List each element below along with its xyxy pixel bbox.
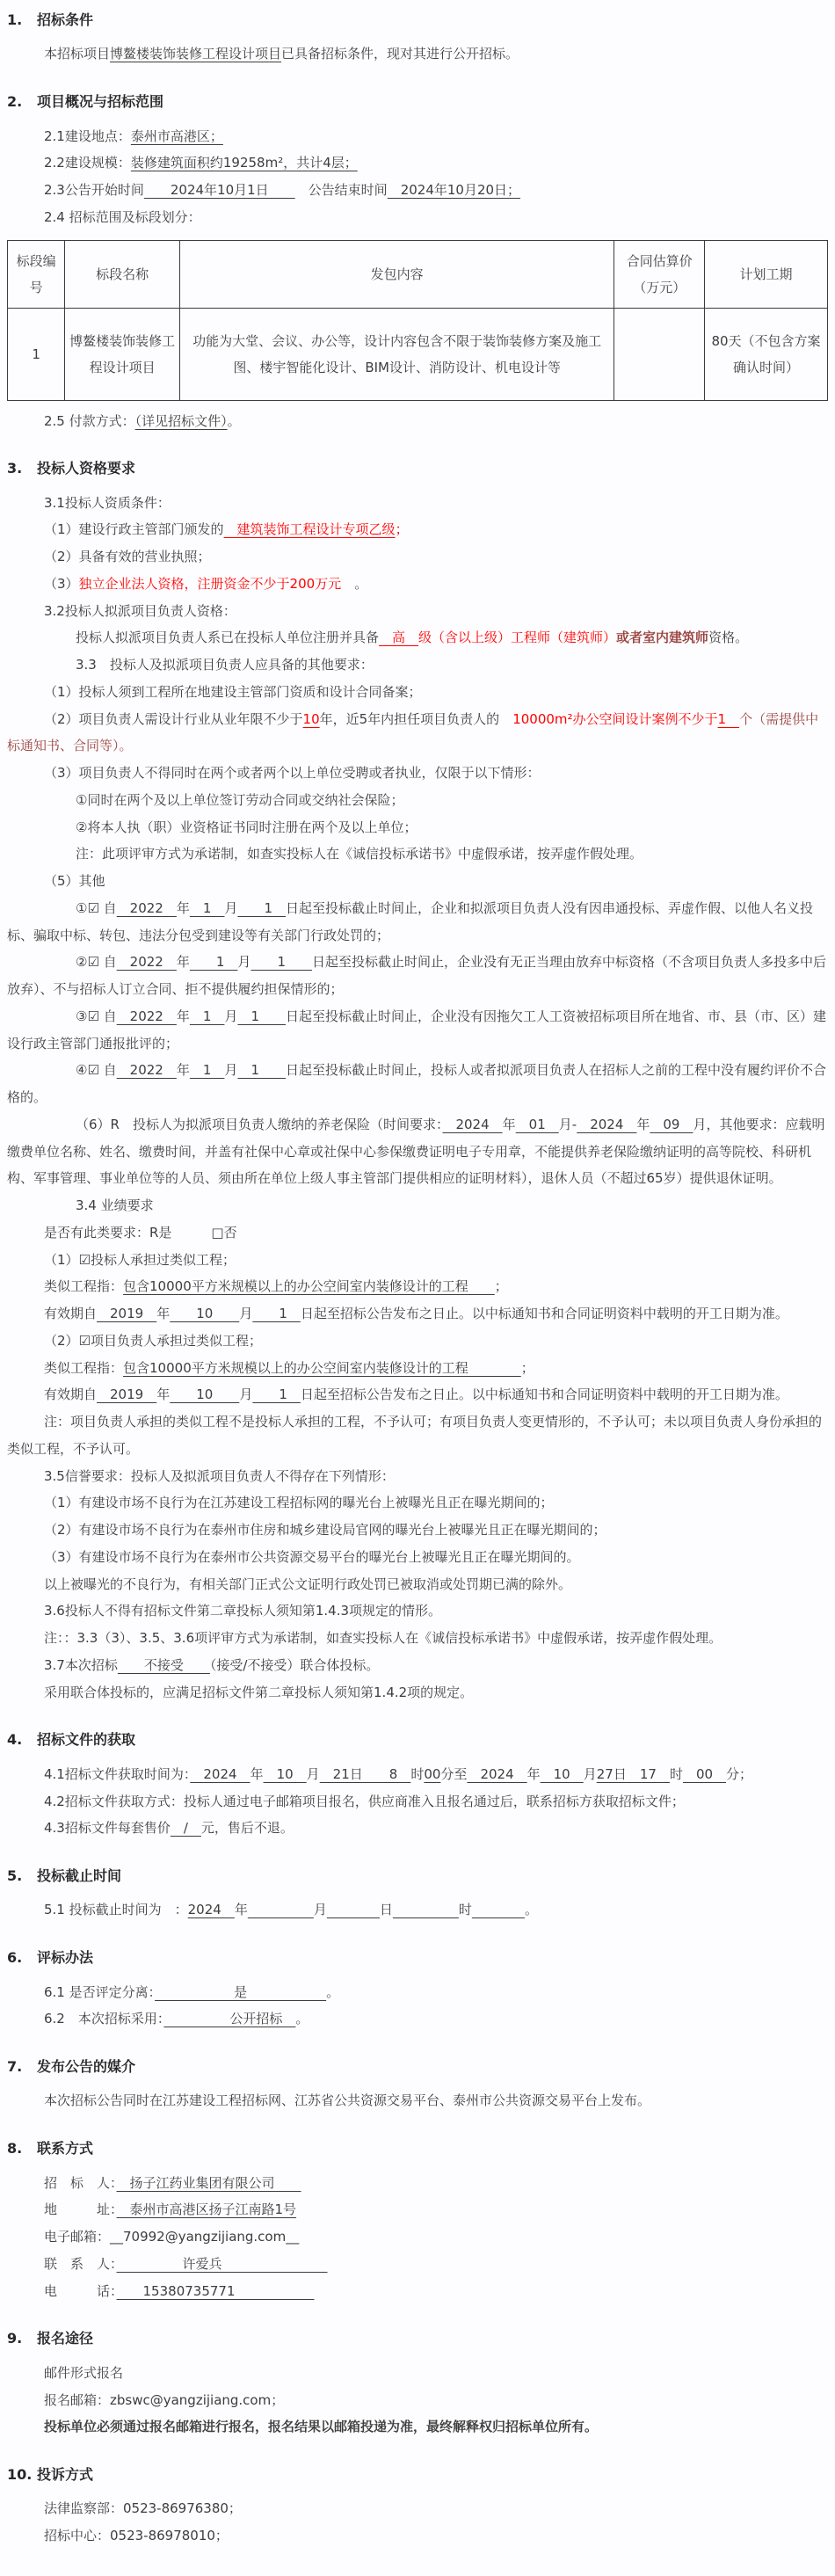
section-heading [7, 2136, 828, 2162]
text-run: （3）项目负责人不得同时在两个或者两个以上单位受聘或者执业，仅限于以下情形： [44, 765, 541, 782]
paragraph [7, 1247, 828, 1274]
paragraph [7, 2360, 828, 2387]
text-run: 3.2投标人拟派项目负责人资格： [44, 602, 236, 619]
paragraph [7, 571, 828, 598]
paragraph [7, 1896, 828, 1924]
text-run: 2.1建设地点： [44, 127, 131, 144]
text-run: 月 [224, 899, 238, 916]
text-run: 泰州市高港区； [130, 127, 223, 144]
text-run: 年 [234, 1902, 248, 1918]
text-run: 包含10000平方米规模以上的办公空间室内装修设计的工程 [123, 1278, 495, 1295]
paragraph [7, 679, 828, 706]
text-run: / [170, 1820, 201, 1837]
text-run: 2024 [442, 1116, 503, 1132]
text-run: 不接受 [117, 1656, 210, 1673]
text-run: 招标中心：0523-86978010； [44, 2528, 229, 2544]
text-run: 1 [237, 1008, 286, 1024]
text-run: 日起至投标截止时间止，企业没有因拖欠工人工资被招标项目所在地省、市、县（市、区）建设行政主管部门通报批评的； [7, 1008, 826, 1052]
text-run: 2024 [187, 1902, 235, 1918]
text-run: 3.6投标人不得有招标文件第二章投标人须知第1.4.3项规定的情形。 [44, 1603, 442, 1619]
text-run: ； [494, 1278, 508, 1295]
paragraph [7, 1003, 828, 1058]
section-number: 1. [7, 11, 23, 28]
text-run: 招 标 人： [44, 2174, 117, 2191]
text-run: 月 [239, 1306, 253, 1322]
paragraph [7, 2387, 828, 2414]
text-run: （详见招标文件） [134, 412, 228, 429]
text-run: 。 [227, 412, 241, 429]
text-run: 月 [224, 1062, 238, 1079]
text-run: （1）投标人须到工程所在地建设主管部门资质和设计合同备案； [44, 683, 422, 700]
text-run: 15380735771 [116, 2282, 315, 2299]
text-run: 2022 [116, 954, 177, 971]
text-run: ； [395, 521, 409, 538]
text-run: ①☑ 自 [76, 899, 117, 916]
paragraph [7, 1571, 828, 1598]
paragraph [7, 2495, 828, 2522]
text-run: 3.7本次招标 [44, 1656, 118, 1673]
text-run: 10000m²办公空间设计案例不少于 [512, 710, 718, 727]
text-run: （接受/不接受）联合体投标。 [209, 1656, 380, 1673]
text-run: 10 [302, 710, 320, 727]
text-run: 2.5 付款方式： [44, 412, 135, 429]
text-run: ②☑ 自 [76, 954, 117, 971]
text-run: 2024 [577, 1116, 637, 1132]
section-title: 评标办法 [37, 1949, 94, 1967]
paragraph [7, 2170, 828, 2197]
paragraph [7, 2522, 828, 2550]
text-run: 2.2建设规模： [44, 155, 131, 171]
paragraph [7, 868, 828, 895]
table-cell: 博鳌楼装饰装修工程设计项目 [65, 308, 180, 400]
section-heading [7, 1945, 828, 1971]
text-run: （3）有建设市场不良行为在泰州市公共资源交易平台的曝光台上被曝光且正在曝光期间的。 [44, 1548, 580, 1565]
text-run: （1）☑投标人承担过类似工程； [44, 1251, 236, 1268]
paragraph [7, 2223, 828, 2251]
text-run: 地 址： [44, 2201, 117, 2218]
paragraph [7, 895, 828, 950]
text-run: 月 [313, 1902, 327, 1918]
text-run: 1 [189, 899, 225, 916]
paragraph [7, 2196, 828, 2223]
section-title: 招标文件的获取 [37, 1731, 136, 1749]
text-run: 月 [306, 1765, 320, 1782]
text-run: 本次招标公告同时在江苏建设工程招标网、江苏省公共资源交易平台、泰州市公共资源交易平台上发布。 [44, 2092, 651, 2109]
table-header-row [8, 240, 828, 308]
text-run [327, 1902, 380, 1917]
text-run: 10 [263, 1765, 307, 1782]
text-run: 报名邮箱：zbswc@yangzijiang.com； [44, 2391, 285, 2408]
paragraph [7, 1219, 828, 1247]
paragraph [7, 149, 828, 177]
table-header-cell: 合同估算价（万元） [614, 240, 705, 308]
text-run: 扬子江药业集团有限公司 [116, 2174, 301, 2191]
text-run: 3.1投标人资质条件： [44, 494, 171, 511]
paragraph [7, 40, 828, 68]
paragraph [7, 1300, 828, 1328]
text-run: 6.2 本次招标采用： [44, 2011, 164, 2027]
text-run: 2.4 招标范围及标段划分： [44, 208, 201, 225]
text-run: 日 [379, 1902, 393, 1918]
paragraph [7, 651, 828, 679]
text-run: （1）有建设市场不良行为在江苏建设工程招标网的曝光台上被曝光且正在曝光期间的； [44, 1495, 554, 1511]
text-run: 1 [189, 1008, 225, 1024]
section-number: 7. [7, 2058, 23, 2076]
text-run: 4.3招标文件每套售价 [44, 1820, 171, 1837]
section-number: 2. [7, 93, 23, 111]
section-title: 招标条件 [37, 11, 94, 28]
text-run: 时 [410, 1765, 425, 1782]
text-run: 电 话： [44, 2282, 117, 2299]
text-run: 00 [424, 1765, 441, 1782]
text-run: 月 [583, 1765, 597, 1782]
text-run: 。 [295, 2011, 309, 2027]
text-run: 1 [717, 710, 740, 727]
text-run: （5）其他 [44, 873, 105, 890]
text-run: 2024年10月1日 [143, 182, 295, 199]
text-run: 日起至投标截止时间止，企业和拟派项目负责人没有因串通投标、弄虚作假、以他人名义投标、骗取中标、转包、违法分包受到建设等有关部门行政处罚的； [7, 899, 813, 943]
text-run: 独立企业法人资格，注册资金不少于200万元 [78, 575, 342, 592]
text-run: 或者室内建筑师 [616, 629, 709, 646]
text-run: 17 [626, 1765, 670, 1782]
section-number: 4. [7, 1731, 23, 1749]
text-run: 1 [237, 899, 286, 916]
section-title: 发布公告的媒介 [37, 2058, 136, 2076]
table-header-cell: 计划工期 [705, 240, 828, 308]
text-run: 年 [526, 1765, 541, 1782]
paragraph [7, 1652, 828, 1679]
paragraph [7, 598, 828, 625]
text-run: （3） [44, 575, 79, 592]
text-run: 许爱兵 [116, 2255, 328, 2272]
text-run: 4.2招标文件获取方式：投标人通过电子邮箱项目报名，供应商准入且报名通过后，联系招标方获取招标文件； [44, 1793, 685, 1809]
paragraph [7, 2087, 828, 2114]
paragraph [7, 1625, 828, 1652]
text-run: 5.1 投标截止时间为 ： [44, 1902, 188, 1918]
paragraph [7, 1328, 828, 1355]
text-run: 。 [326, 1983, 340, 2000]
paragraph [7, 2278, 828, 2305]
text-run: 年 [502, 1116, 516, 1132]
section-heading [7, 1863, 828, 1889]
text-run: 年 [250, 1765, 264, 1782]
text-run: 有效期自 [44, 1306, 98, 1322]
text-run: 1 [252, 1386, 301, 1403]
text-run: 2024年10月20日； [387, 182, 521, 199]
text-run: 1 [189, 954, 238, 971]
paragraph [7, 1979, 828, 2006]
text-run: 。 [524, 1902, 538, 1918]
section-number: 10. [7, 2466, 33, 2484]
section-heading [7, 2325, 828, 2352]
text-run: 月，其他要求：应载明缴费单位名称、姓名、缴费时间，并盖有社保中心章或社保中心参保缴费证明电子专用章，不能提供养老保险缴纳证明的高等院校、科研机构、军事管理、事业单位等的人员、须由所在单位上级人事主管部门提供相应的证明材料），退休人员（不超过65岁）提供退休证明。 [7, 1116, 825, 1187]
section-title: 投标人资格要求 [37, 460, 136, 477]
text-run: 年 [156, 1386, 171, 1403]
text-run: 09 [650, 1116, 693, 1132]
paragraph [7, 1544, 828, 1571]
text-run: 分； [726, 1765, 753, 1782]
text-run: 2024 [190, 1765, 250, 1782]
text-run: 日起至招标公告发布之日止。以中标通知书和合同证明资料中载明的开工日期为准。 [300, 1386, 788, 1403]
text-run: 以上被曝光的不良行为，有相关部门正式公文证明行政处罚已被取消或处罚期已满的除外。 [44, 1575, 572, 1592]
text-run: 月 [237, 954, 251, 971]
text-run: 公告结束时间 [294, 182, 388, 199]
text-run: 包含10000平方米规模以上的办公空间室内装修设计的工程 [123, 1359, 521, 1376]
text-run: （2）有建设市场不良行为在泰州市住房和城乡建设局官网的曝光台上被曝光且正在曝光期间的； [44, 1522, 606, 1539]
text-run: ②将本人执（职）业资格证书同时注册在两个及以上单位； [76, 819, 418, 835]
section-title: 投标截止时间 [37, 1867, 122, 1885]
text-run: 年 [176, 1008, 190, 1024]
text-run: 建筑装饰工程设计专项乙级 [223, 521, 396, 538]
paragraph [7, 1489, 828, 1517]
text-run: （2）具备有效的营业执照； [44, 549, 211, 565]
text-run: 采用联合体投标的，应满足招标文件第二章投标人须知第1.4.2项的规定。 [44, 1684, 474, 1700]
text-run: 年 [176, 954, 190, 971]
paragraph [7, 1597, 828, 1625]
text-run: 月 [239, 1386, 253, 1403]
text-run: ； [520, 1359, 534, 1376]
text-run: 投标人拟派项目负责人系已在投标人单位注册并具备 [76, 629, 380, 646]
section-number: 3. [7, 460, 23, 477]
text-run: （6）R 投标人为拟派项目负责人缴纳的养老保险（时间要求： [76, 1116, 443, 1132]
paragraph [7, 1761, 828, 1788]
text-run: 有效期自 [44, 1386, 98, 1403]
text-run: 年，近5年内担任项目负责人的 [319, 710, 513, 727]
text-run: 分至 [440, 1765, 468, 1782]
text-run: 日起至招标公告发布之日止。以中标通知书和合同证明资料中载明的开工日期为准。 [300, 1306, 788, 1322]
section-title: 报名途径 [37, 2330, 94, 2347]
text-run: 10 [170, 1306, 240, 1322]
text-run: 1 [250, 954, 312, 971]
text-run: 月- [558, 1116, 577, 1132]
lot-table [7, 240, 828, 401]
text-run: 联 系 人： [44, 2255, 117, 2272]
text-run: 2022 [116, 1008, 177, 1024]
paragraph [7, 1463, 828, 1490]
text-run: 日起至投标截止时间止，投标人或者拟派项目负责人在招标人之前的工程中没有履约评价不合格的。 [7, 1062, 826, 1106]
paragraph [7, 1815, 828, 1842]
table-cell: 1 [8, 308, 65, 400]
paragraph [7, 760, 828, 787]
table-header-cell: 标段编号 [8, 240, 65, 308]
text-run: 已具备招标条件，现对其进行公开招标。 [281, 46, 519, 62]
text-run [393, 1902, 459, 1917]
paragraph [7, 543, 828, 571]
text-run: 本招标项目 [44, 46, 111, 62]
text-run: 1 [237, 1062, 286, 1079]
section-heading [7, 1727, 828, 1753]
text-run: 个（需提供中标通知书、合同等）。 [7, 710, 819, 754]
text-run: 01 [515, 1116, 559, 1132]
text-run: ①同时在两个及以上单位签订劳动合同或交纳社会保险； [76, 791, 404, 808]
text-run: 类似工程指： [44, 1278, 124, 1295]
text-run: 8 [362, 1765, 411, 1782]
text-run: 2022 [116, 899, 177, 916]
text-run: 1 [189, 1062, 225, 1079]
text-run: 3.4 业绩要求 [76, 1197, 154, 1214]
section-number: 6. [7, 1949, 23, 1967]
paragraph [7, 1381, 828, 1408]
text-run: 2022 [116, 1062, 177, 1079]
paragraph [7, 516, 828, 543]
text-run [472, 1902, 525, 1917]
text-run: 级（含以上级）工程师（建筑师） [418, 629, 617, 646]
section-title: 联系方式 [37, 2140, 94, 2158]
text-run: （1）建设行政主管部门颁发的 [44, 521, 224, 538]
text-run: 3.3 投标人及拟派项目负责人应具备的其他要求： [76, 657, 374, 673]
text-run: ③☑ 自 [76, 1008, 117, 1024]
paragraph [7, 1517, 828, 1544]
text-run: 10 [170, 1386, 240, 1403]
text-run: 年 [176, 899, 190, 916]
text-run: 时 [669, 1765, 683, 1782]
text-run: 00 [682, 1765, 727, 1782]
paragraph [7, 1355, 828, 1382]
paragraph [7, 814, 828, 841]
paragraph [7, 624, 828, 651]
text-run: 资格。 [708, 629, 749, 646]
paragraph [7, 1408, 828, 1463]
text-run: 时 [458, 1902, 472, 1918]
paragraph [7, 1273, 828, 1300]
text-run: 注：此项评审方式为承诺制，如查实投标人在《诚信投标承诺书》中虚假承诺，按弄虚作假处理。 [76, 846, 643, 862]
text-run: 2019 [97, 1306, 157, 1322]
text-run: （2）☑项目负责人承担过类似工程； [44, 1332, 262, 1349]
paragraph [7, 706, 828, 760]
paragraph [7, 408, 828, 435]
text-run: 1 [252, 1306, 301, 1322]
text-run: 3.5信誉要求：投标人及拟派项目负责人不得存在下列情形： [44, 1467, 395, 1484]
text-run: 电子邮箱：__70992@yangzijiang.com__ [44, 2229, 300, 2245]
paragraph [7, 2413, 828, 2441]
text-run: 21日 [319, 1765, 363, 1782]
text-run: 。 [341, 575, 368, 592]
table-cell: 80天（不包含方案确认时间） [705, 308, 828, 400]
text-run: 博鳌楼装饰装修工程设计项目 [110, 46, 282, 62]
section-heading [7, 7, 828, 33]
text-run: 是否有此类要求：R是 □否 [44, 1224, 237, 1241]
table-cell [614, 308, 705, 400]
text-run: 高 [379, 629, 419, 646]
paragraph [7, 1679, 828, 1706]
section-heading [7, 89, 828, 115]
text-run: 注：：3.3（3）、3.5、3.6项评审方式为承诺制，如查实投标人在《诚信投标承诺书》中虚假承诺，按弄虚作假处理。 [44, 1630, 722, 1647]
text-run: 6.1 是否评定分离： [44, 1983, 156, 2000]
paragraph [7, 1057, 828, 1111]
text-run: 年 [156, 1306, 171, 1322]
paragraph [7, 787, 828, 814]
text-run: 27日 [596, 1765, 627, 1782]
text-run: 2024 [467, 1765, 527, 1782]
text-run: 年 [176, 1062, 190, 1079]
text-run: 装修建筑面积约19258m²，共计4层； [130, 155, 358, 171]
table-header-cell: 发包内容 [179, 240, 614, 308]
text-run: ④☑ 自 [76, 1062, 117, 1079]
table-header-cell: 标段名称 [65, 240, 180, 308]
text-run: 年 [636, 1116, 650, 1132]
text-run: 日起至投标截止时间止，企业没有无正当理由放弃中标资格（不含项目负责人多投多中后放弃）、不与招标人订立合同、拒不提供履约担保情形的； [7, 954, 826, 998]
section-heading [7, 2054, 828, 2080]
text-run: 2.3公告开始时间 [44, 182, 144, 199]
text-run: 邮件形式报名 [44, 2364, 124, 2381]
text-run: （2）项目负责人需设计行业从业年限不少于 [44, 710, 303, 727]
section-title: 项目概况与招标范围 [37, 93, 164, 111]
paragraph [7, 1111, 828, 1192]
text-run: 4.1招标文件获取时间为： [44, 1765, 191, 1782]
table-row [8, 308, 828, 400]
document-body [7, 7, 828, 2550]
paragraph [7, 1192, 828, 1219]
section-title: 投诉方式 [37, 2466, 94, 2484]
text-run [248, 1902, 314, 1917]
text-run: 元，售后不退。 [200, 1820, 294, 1837]
text-run: 法律监察部：0523-86976380； [44, 2500, 242, 2517]
paragraph [7, 177, 828, 204]
text-run: 公开招标 [163, 2011, 296, 2027]
section-number: 8. [7, 2140, 23, 2158]
paragraph [7, 1788, 828, 1816]
text-run: 10 [540, 1765, 584, 1782]
section-number: 5. [7, 1867, 23, 1885]
paragraph [7, 204, 828, 231]
text-run: 投标单位必须通过报名邮箱进行报名，报名结果以邮箱投递为准，最终解释权归招标单位所有。 [44, 2419, 599, 2435]
text-run: 类似工程指： [44, 1359, 124, 1376]
section-heading [7, 455, 828, 482]
text-run: 月 [224, 1008, 238, 1024]
table-cell: 功能为大堂、会议、办公等，设计内容包含不限于装饰装修方案及施工图、楼宇智能化设计、BIM设计、消防设计、机电设计等 [179, 308, 614, 400]
paragraph [7, 123, 828, 150]
paragraph [7, 840, 828, 868]
paragraph [7, 2005, 828, 2033]
section-number: 9. [7, 2330, 23, 2347]
section-heading [7, 2462, 828, 2488]
text-run: 泰州市高港区扬子江南路1号 [116, 2201, 297, 2218]
text-run: 2019 [97, 1386, 157, 1403]
text-run: 是 [155, 1983, 327, 2000]
paragraph [7, 490, 828, 517]
paragraph [7, 949, 828, 1003]
text-run: 注：项目负责人承担的类似工程不是投标人承担的工程，不予认可；有项目负责人变更情形的，不予认可；未以项目负责人身份承担的类似工程，不予认可。 [7, 1414, 823, 1457]
paragraph [7, 2251, 828, 2278]
